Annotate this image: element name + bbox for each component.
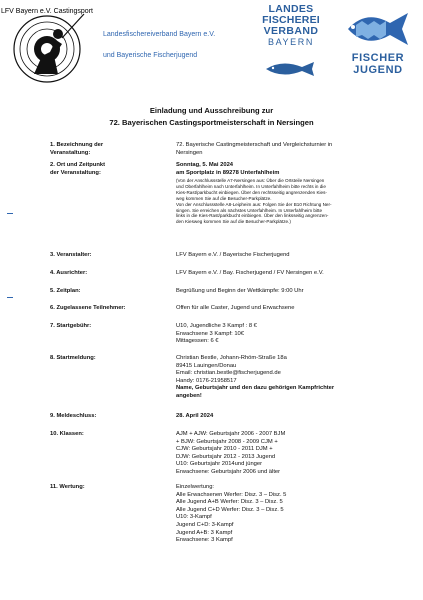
- fischerjugend-fish-icon: [342, 7, 412, 51]
- section-label: 2. Ort und Zeitpunkt der Veranstaltung:: [50, 162, 106, 176]
- lfv-logo: [253, 4, 329, 48]
- section-label: 5. Zeitplan:: [50, 288, 81, 294]
- section-value: Einzelwertung: Alle Erwachsenen Werfer: Disz. 3 – Disz. 5 Alle Jugend A+B Werfer: Disz. 3 – Disz. 5 Alle Jugend C+D Werfer: Disz. 3 – Disz. 5 U10: 3-Kampf Jugend C+D: 3-Kampf Jugend A+B: 3 Kampf Erwachsene: 3 Kampf: [176, 484, 287, 544]
- section-label: 11. Wertung:: [50, 484, 85, 490]
- org-name-line2: und Bayerische Fischerjugend: [103, 52, 198, 59]
- org-name-line1: Landesfischereiverband Bayern e.V.: [103, 31, 216, 38]
- section-value: LFV Bayern e.V. / Bayerische Fischerjugend: [176, 252, 290, 258]
- section-label: 10. Klassen:: [50, 431, 84, 437]
- section-value: Sonntag, 5. Mai 2024 am Sportplatz in 89278 Unterfahlheim: [176, 162, 280, 176]
- section-value: LFV Bayern e.V. / Bay. Fischerjugend / FV Nersingen e.V.: [176, 270, 324, 276]
- lfv-logo-line: VERBAND: [263, 25, 319, 37]
- section-value: 28. April 2024: [176, 413, 214, 419]
- lfv-logo-line: FISCHEREI: [262, 14, 320, 26]
- lfv-logo-line: BAYERN: [268, 37, 314, 47]
- page-subtitle: 72. Bayerischen Castingsportmeisterschaft in Nersingen: [109, 118, 314, 127]
- fischerjugend-logo-line: FISCHER: [351, 52, 405, 64]
- section-value: Begrüßung und Beginn der Wettkämpfe: 9:00 Uhr: [176, 288, 304, 294]
- section-label: 8. Startmeldung:: [50, 355, 96, 361]
- section-value: Offen für alle Caster, Jugend und Erwachsene: [176, 305, 295, 311]
- section-label: 9. Meldeschluss:: [50, 413, 97, 419]
- fischerjugend-logo-line: JUGEND: [353, 64, 403, 76]
- castingsport-logo: [1, 4, 93, 86]
- section-value: AJM + AJW: Geburtsjahr 2006 - 2007 BJM + BJW: Geburtsjahr 2008 - 2009 CJM + CJW: Geburtsjahr 2010 - 2011 DJM + DJW: Geburtsjahr 2012 - 2013 Jugend U10: Geburtsjahr 2014und jünger Erwachsene: Geburtsjahr 2006 und älter: [176, 431, 286, 475]
- lfv-logo-line: LANDES: [268, 3, 314, 15]
- section-value: Christian Bestle, Johann-Rhöm-Straße 18a 89415 Lauingen/Donau Email: christian.bestle@fischerjugend.de Handy: 0176-21958517 Name, Geburtsjahr und den dazu gehörigen Kampfrichter angeben!: [176, 355, 335, 399]
- section-label: 7. Startgebühr:: [50, 323, 92, 329]
- page-title: Einladung und Ausschreibung zur: [149, 106, 274, 115]
- directions-note: (Von der Anschlussstelle A7-Nersingen aus: Über die Ortsteile Nersingen und Oberfahlheim nach Unterfahlheim. In Unterfahlheim bitte rechts in die Kies-Rast/parkbucht einbiegen. Über den rechtsseitig angrenzenden Kies- weg kommen Sie auf die Besucher-Parkplätze. Von der Anschlussstelle A8-Leipheim aus: Folgen Sie der B10 Richtung Ner- singen. Sie erreichen als nächstes Unterfahlheim. In Unterfahlheim bitte links in die Kies-Rast/parkbucht einbiegen. Über den linksseitig angrenzen- den Kiesweg kommen Sie auf die Besucher-Parkplätze.): [176, 178, 332, 225]
- section-value: U10, Jugendliche 3 Kampf : 8 € Erwachsene 3 Kampf: 10€ Mittagessen: 6 €: [176, 323, 257, 345]
- section-label: 1. Bezeichnung der Veranstaltung:: [50, 142, 104, 156]
- section-label: 4. Ausrichter:: [50, 270, 88, 276]
- logo-text: LFV Bayern e.V. Castingsport: [1, 8, 93, 15]
- margin-mark: [7, 297, 13, 298]
- section-label: 6. Zugelassene Teilnehmer:: [50, 305, 126, 311]
- section-value: 72. Bayerische Castingmeisterschaft und Vergleichsturnier in Nersingen: [176, 142, 333, 156]
- fish-icon: [262, 59, 320, 79]
- section-label: 3. Veranstalter:: [50, 252, 92, 258]
- margin-mark: [7, 213, 13, 214]
